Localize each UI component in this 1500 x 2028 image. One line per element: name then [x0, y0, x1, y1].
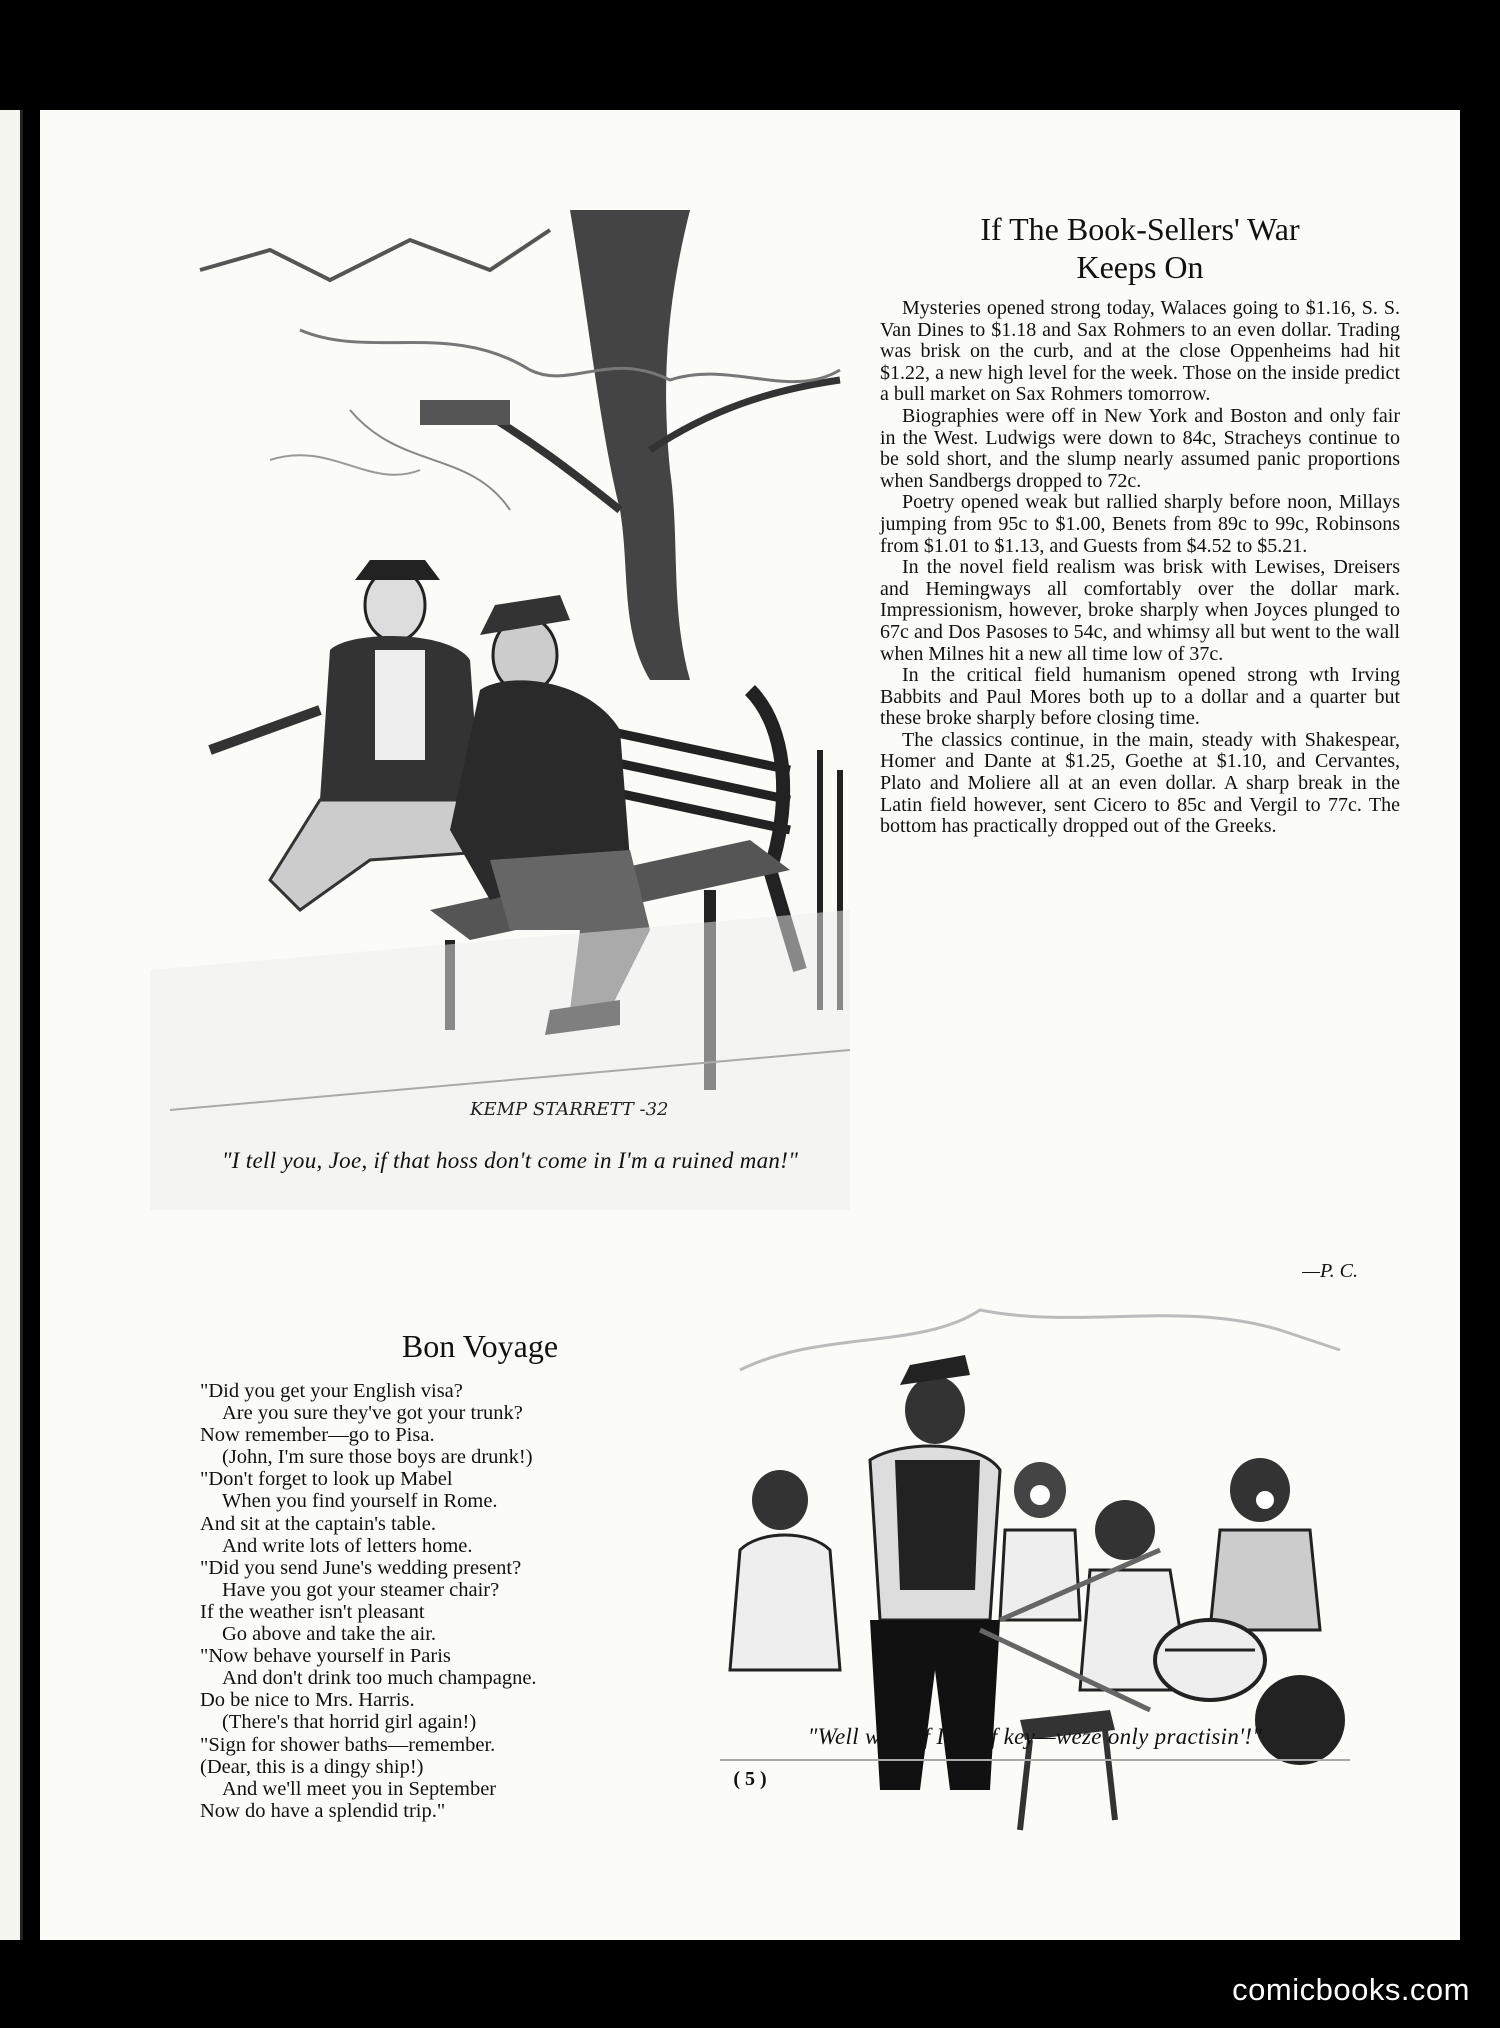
poem-line: If the weather isn't pleasant	[200, 1600, 425, 1623]
poem-line: And we'll meet you in September	[222, 1777, 497, 1800]
park-bench-drawing	[150, 210, 850, 1210]
poem-line: (There's that horrid girl again!)	[222, 1711, 477, 1734]
article-paragraph: In the critical field humanism opened strong wth Irving Babbits and Paul Mores both up to a dollar and a quarter but these broke sharply before closing time.	[880, 664, 1400, 730]
poem-line: "Did you get your English visa?	[200, 1380, 463, 1402]
poem-line: When you find yourself in Rome.	[222, 1490, 498, 1513]
poem-line: Now do have a splendid trip."	[200, 1799, 446, 1822]
poem-line: Now remember—go to Pisa.	[200, 1424, 435, 1447]
poem-line: (John, I'm sure those boys are drunk!)	[222, 1446, 533, 1469]
top-cartoon-caption: "I tell you, Joe, if that hoss don't come in I'm a ruined man!"	[221, 1148, 799, 1173]
poem-line: "Sign for shower baths—remember.	[200, 1733, 496, 1756]
article-title-line-1: If The Book-Sellers' War	[980, 211, 1300, 247]
page-number: ( 5 )	[733, 1768, 767, 1790]
poem-title: Bon Voyage	[401, 1328, 559, 1364]
poem-line: And write lots of letters home.	[222, 1534, 473, 1557]
poem-body	[200, 1380, 780, 1822]
article-byline: —P. C.	[1302, 1260, 1358, 1282]
magazine-page	[40, 110, 1460, 1940]
cartoon-signature: KEMP STARRETT -32	[470, 1099, 669, 1120]
poem-line: Have you got your steamer chair?	[222, 1578, 500, 1601]
poem-line: "Don't forget to look up Mabel	[200, 1468, 453, 1491]
poem-line: Are you sure they've got your trunk?	[222, 1402, 523, 1425]
band-cartoon	[720, 1290, 1350, 1850]
article-title	[880, 210, 1400, 286]
poem-line: "Did you send June's wedding present?	[200, 1556, 522, 1579]
poem-line: "Now behave yourself in Paris	[200, 1645, 451, 1668]
park-bench-cartoon	[150, 210, 850, 1210]
poem-line: Go above and take the air.	[222, 1623, 437, 1646]
article-paragraph: Mysteries opened strong today, Walaces going to $1.16, S. S. Van Dines to $1.18 and Sax Rohmers to an even dollar. Trading was brisk on the curb, and at the close Oppenheims had hit $1.22, a new high level for the week. Those on the inside predict a bull market on Sax Rohmers tomorrow.	[880, 297, 1400, 406]
article-paragraph: The classics continue, in the main, steady with Shakespear, Homer and Dante at $1.25, Goethe at $1.10, and Cervantes, Plato and Moliere all at an even dollar. A sharp break in the Latin field however, sent Cicero to 85c and Vergil to 77c. The bottom has practically dropped out of the Greeks.	[880, 728, 1400, 838]
poem-line: Do be nice to Mrs. Harris.	[200, 1689, 415, 1712]
poem-line: And sit at the captain's table.	[200, 1512, 436, 1535]
article-paragraph: Biographies were off in New York and Boston and only fair in the West. Ludwigs were down to 84c, Stracheys continue to be sold short, and the slump nearly assumed panic proportions when Sandbergs dropped to 72c.	[880, 404, 1400, 492]
bottom-cartoon-caption: "Well what if I is off key—weze only practisin'!"	[807, 1724, 1263, 1749]
site-watermark: comicbooks.com	[1232, 1972, 1470, 2007]
poem-line: And don't drink too much champagne.	[222, 1667, 537, 1690]
poem-line: (Dear, this is a dingy ship!)	[200, 1755, 424, 1778]
facing-page-edge	[0, 110, 23, 1940]
band-drawing	[720, 1290, 1350, 1850]
article-paragraph: In the novel field realism was brisk with Lewises, Dreisers and Hemingways all comfortably over the dollar mark. Impressionism, however, broke sharply when Joyces plunged to 67c and Dos Pasoses to 54c, and whimsy all but went to the wall when Milnes hit a new all time low of 37c.	[880, 556, 1400, 665]
article-paragraph: Poetry opened weak but rallied sharply before noon, Millays jumping from 95c to $1.00, Benets from 89c to 99c, Robinsons from $1.01 to $1.13, and Guests from $4.52 to $5.21.	[880, 491, 1400, 557]
article-body	[880, 298, 1400, 838]
article-title-line-2: Keeps On	[1076, 249, 1204, 285]
